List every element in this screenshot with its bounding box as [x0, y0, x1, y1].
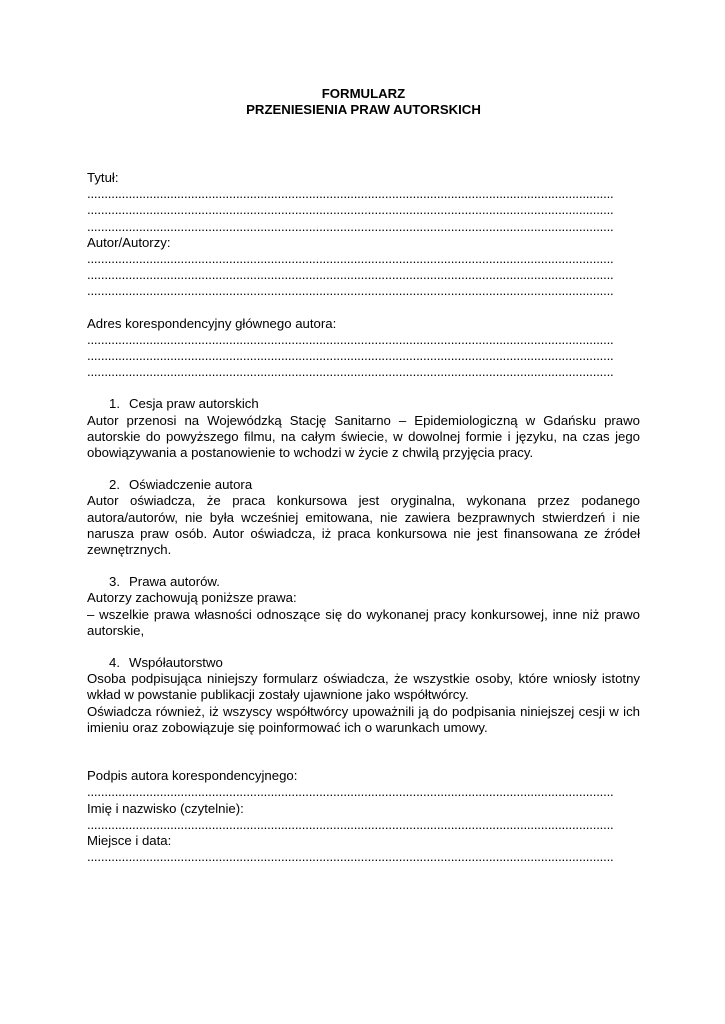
- authors-fill-line[interactable]: ........................................................................................................................................................: [87, 267, 614, 283]
- address-fill-line[interactable]: ........................................................................................................................................................: [87, 364, 614, 380]
- section-2-number: 2.: [109, 477, 120, 493]
- section-3-title: Prawa autorów.: [129, 574, 220, 590]
- form-title-line2: PRZENIESIENIA PRAW AUTORSKICH: [246, 102, 481, 117]
- section-1-heading: [87, 396, 640, 412]
- place-date-label: Miejsce i data:: [87, 832, 172, 848]
- title-fill-line[interactable]: ........................................................................................................................................................: [87, 218, 614, 234]
- section-1-number: 1.: [109, 396, 120, 412]
- section-4-number: 4.: [109, 655, 120, 671]
- section-3-body-line1: Autorzy zachowują poniższe prawa:: [87, 590, 297, 606]
- name-fill-line[interactable]: ........................................................................................................................................................: [87, 816, 614, 832]
- section-1-body: Autor przenosi na Wojewódzką Stację Sanitarno – Epidemiologiczną w Gdańsku prawo autorskie do powyższego filmu, na całym świecie, w dowolnej formie i języku, na czas jego obowiązywania a postanowienie to wchodzi w życie z chwilą przyjęcia pracy.: [87, 412, 640, 461]
- signature-label: Podpis autora korespondencyjnego:: [87, 768, 298, 784]
- address-fill-line[interactable]: ........................................................................................................................................................: [87, 348, 614, 364]
- section-3-number: 3.: [109, 574, 120, 590]
- authors-fill-line[interactable]: ........................................................................................................................................................: [87, 251, 614, 267]
- section-2-heading: [87, 477, 640, 493]
- section-4-body-p1: Osoba podpisująca niniejszy formularz oświadcza, że wszystkie osoby, które wniosły istotny wkład w powstanie publikacji zostały ujawnione jako współtwórcy.: [87, 671, 640, 703]
- title-label: Tytuł:: [87, 170, 119, 185]
- form-title-line1: FORMULARZ: [321, 86, 406, 101]
- section-2-body: Autor oświadcza, że praca konkursowa jest oryginalna, wykonana przez podanego autora/autorów, nie była wcześniej emitowana, nie zawiera bezprawnych stwierdzeń i nie narusza praw osób. Autor oświadcza, iż praca konkursowa nie jest finansowana ze źródeł zewnętrznych.: [87, 493, 640, 558]
- section-1-title: Cesja praw autorskich: [129, 396, 259, 412]
- section-4-body-p2: Oświadcza również, iż wszyscy współtwórcy upoważnili ją do podpisania niniejszej cesji w ich imieniu oraz zobowiązuje się poinformować ich o warunkach umowy.: [87, 703, 640, 735]
- section-4-heading: [87, 655, 640, 671]
- title-fill-line[interactable]: ........................................................................................................................................................: [87, 186, 614, 202]
- authors-label: Autor/Autorzy:: [87, 234, 171, 250]
- signature-fill-line[interactable]: ........................................................................................................................................................: [87, 784, 614, 800]
- section-3-heading: [87, 574, 640, 590]
- address-label: Adres korespondencyjny głównego autora:: [87, 315, 337, 331]
- section-3-body-line2: – wszelkie prawa własności odnoszące się do wykonanej pracy konkursowej, inne niż prawo autorskie,: [87, 606, 640, 638]
- place-date-fill-line[interactable]: ........................................................................................................................................................: [87, 849, 614, 865]
- address-fill-line[interactable]: ........................................................................................................................................................: [87, 331, 614, 347]
- section-4-title: Współautorstwo: [129, 655, 223, 671]
- authors-fill-line[interactable]: ........................................................................................................................................................: [87, 283, 614, 299]
- title-fill-line[interactable]: ........................................................................................................................................................: [87, 202, 614, 218]
- section-2-title: Oświadczenie autora: [129, 477, 253, 493]
- name-label: Imię i nazwisko (czytelnie):: [87, 800, 244, 816]
- form-page: [87, 86, 640, 865]
